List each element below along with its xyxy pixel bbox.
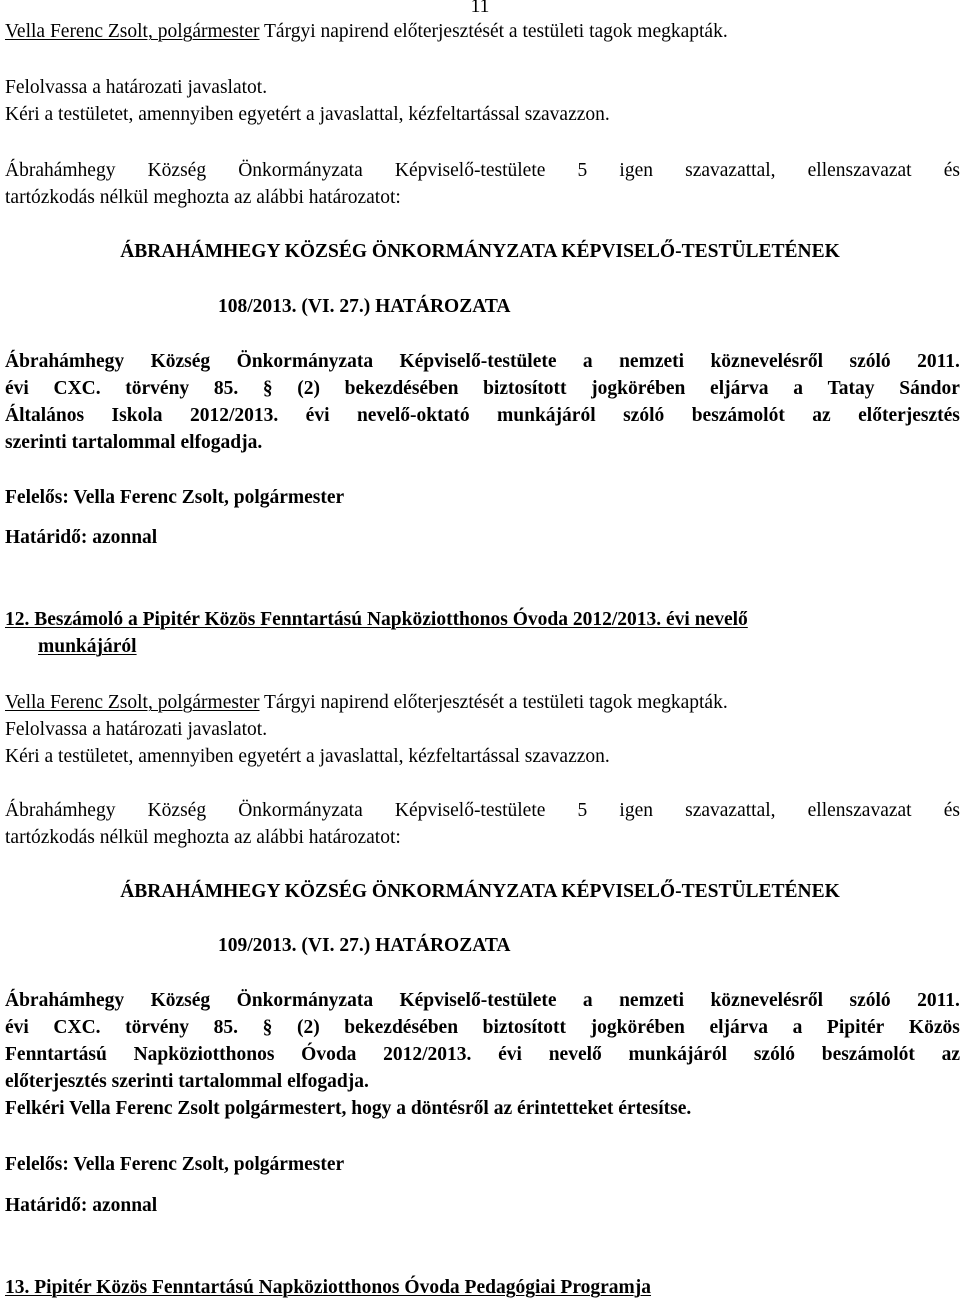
word: Képviselő-testülete — [394, 160, 546, 181]
word: az — [812, 405, 831, 426]
word: Pipitér — [826, 1017, 885, 1038]
word: törvény — [125, 1017, 190, 1038]
word: nevelő — [548, 1044, 602, 1065]
responsible-line: Felelős: Vella Ferenc Zsolt, polgármester — [5, 1154, 345, 1175]
word: Ábrahámhegy — [5, 990, 125, 1011]
resolution-heading: ÁBRAHÁMHEGY KÖZSÉG ÖNKORMÁNYZATA KÉPVISELŐ-TESTÜLETÉNEK — [120, 241, 840, 262]
page-number: 11 — [470, 0, 490, 17]
vote-result-line-2: tartózkodás nélkül meghozta az alábbi határozatot: — [5, 827, 401, 848]
read-proposal-line: Felolvassa a határozati javaslatot. — [5, 719, 268, 740]
agenda-item-12-title-cont: munkájáról — [38, 636, 137, 657]
agenda-item-13-title: 13. Pipitér Közös Fenntartású Napköziotthonos Óvoda Pedagógiai Programja — [5, 1277, 652, 1298]
word: szóló — [623, 405, 665, 426]
word: Ábrahámhegy — [5, 160, 116, 181]
word: Képviselő-testülete — [399, 351, 557, 372]
word: évi — [5, 378, 29, 399]
resolution-heading: ÁBRAHÁMHEGY KÖZSÉG ÖNKORMÁNYZATA KÉPVISELŐ-TESTÜLETÉNEK — [120, 881, 840, 902]
word: köznevelésről — [710, 990, 824, 1011]
word: jogkörében — [591, 378, 686, 399]
word: Közös — [908, 1017, 960, 1038]
decision-line-last: előterjesztés szerinti tartalommal elfogadja. — [5, 1071, 369, 1092]
word: a — [582, 990, 593, 1011]
word: 5 — [577, 800, 588, 821]
word: Község — [150, 990, 211, 1011]
word: § — [262, 1017, 273, 1038]
word: a — [582, 351, 593, 372]
word: évi — [305, 405, 330, 426]
responsible-line: Felelős: Vella Ferenc Zsolt, polgármester — [5, 487, 345, 508]
word: Fenntartású — [5, 1044, 107, 1065]
word: bekezdésében — [344, 1017, 459, 1038]
word: ellenszavazat — [807, 160, 912, 181]
word: eljárva — [710, 378, 769, 399]
word: 5 — [577, 160, 588, 181]
vote-result-line — [5, 159, 960, 183]
word: Napköziotthonos — [133, 1044, 275, 1065]
word: szóló — [849, 990, 891, 1011]
word: és — [943, 800, 960, 821]
word: biztosított — [482, 1017, 567, 1038]
word: Község — [150, 351, 211, 372]
word: Önkormányzata — [238, 160, 363, 181]
word: évi — [5, 1017, 29, 1038]
speaker-line-1 — [5, 20, 728, 44]
word: Község — [147, 800, 207, 821]
decision-line — [5, 1043, 960, 1067]
word: 2012/2013. — [383, 1044, 472, 1065]
word: bekezdésében — [344, 378, 459, 399]
agenda-item-12-title: 12. Beszámoló a Pipitér Közös Fenntartású Napköziotthonos Óvoda 2012/2013. évi nevelő — [5, 609, 748, 630]
word: a — [793, 378, 803, 399]
speaker-text: Tárgyi napirend előterjesztését a testületi tagok megkapták. — [259, 21, 728, 42]
vote-result-line — [5, 799, 960, 823]
word: igen — [619, 160, 653, 181]
deadline-line: Határidő: azonnal — [5, 1195, 158, 1216]
word: szavazattal, — [685, 160, 776, 181]
word: Önkormányzata — [238, 800, 363, 821]
speaker-name: Vella Ferenc Zsolt, polgármester — [5, 692, 260, 713]
word: Iskola — [111, 405, 163, 426]
word: Óvoda — [301, 1044, 357, 1065]
word: CXC. — [53, 1017, 101, 1038]
word: és — [943, 160, 960, 181]
word: eljárva — [709, 1017, 768, 1038]
speaker-line-2 — [5, 691, 728, 715]
word: CXC. — [53, 378, 101, 399]
word: 2011. — [917, 990, 960, 1011]
word: évi — [498, 1044, 522, 1065]
word: 2011. — [917, 351, 960, 372]
decision-line — [5, 350, 960, 374]
decision-line — [5, 377, 960, 401]
word: biztosított — [483, 378, 567, 399]
word: (2) — [296, 1017, 320, 1038]
word: nemzeti — [619, 990, 685, 1011]
word: Ábrahámhegy — [5, 800, 116, 821]
resolution-number: 109/2013. (VI. 27.) HATÁROZATA — [218, 935, 511, 956]
word: a — [792, 1017, 803, 1038]
word: igen — [619, 800, 653, 821]
word: Önkormányzata — [236, 990, 374, 1011]
decision-line-last: szerinti tartalommal elfogadja. — [5, 432, 263, 453]
word: 85. — [213, 1017, 239, 1038]
word: törvény — [125, 378, 190, 399]
word: 85. — [213, 378, 239, 399]
word: Tatay — [827, 378, 875, 399]
decision-line — [5, 404, 960, 428]
vote-request-line: Kéri a testületet, amennyiben egyetért a javaslattal, kézfeltartással szavazzon. — [5, 104, 610, 125]
word: beszámolót — [821, 1044, 915, 1065]
resolution-number: 108/2013. (VI. 27.) HATÁROZATA — [218, 296, 511, 317]
word: nevelő-oktató — [356, 405, 470, 426]
word: jogkörében — [590, 1017, 685, 1038]
word: Önkormányzata — [236, 351, 374, 372]
word: Képviselő-testülete — [394, 800, 546, 821]
word: § — [262, 378, 273, 399]
word: Képviselő-testülete — [399, 990, 557, 1011]
vote-request-line: Kéri a testületet, amennyiben egyetért a javaslattal, kézfeltartással szavazzon. — [5, 746, 610, 767]
speaker-text: Tárgyi napirend előterjesztését a testületi tagok megkapták. — [259, 692, 728, 713]
read-proposal-line: Felolvassa a határozati javaslatot. — [5, 77, 268, 98]
notify-line: Felkéri Vella Ferenc Zsolt polgármestert, hogy a döntésről az érintetteket értesítse. — [5, 1098, 692, 1119]
word: beszámolót — [691, 405, 785, 426]
word: szóló — [849, 351, 891, 372]
word: munkájáról — [497, 405, 596, 426]
word: köznevelésről — [710, 351, 824, 372]
word: Általános — [5, 405, 85, 426]
word: az — [941, 1044, 960, 1065]
word: szavazattal, — [685, 800, 776, 821]
vote-result-line-2: tartózkodás nélkül meghozta az alábbi határozatot: — [5, 187, 401, 208]
word: Község — [147, 160, 207, 181]
word: nemzeti — [619, 351, 685, 372]
word: Sándor — [899, 378, 960, 399]
deadline-line: Határidő: azonnal — [5, 527, 158, 548]
word: előterjesztés — [858, 405, 960, 426]
word: (2) — [297, 378, 321, 399]
word: munkájáról — [628, 1044, 728, 1065]
word: ellenszavazat — [807, 800, 912, 821]
word: 2012/2013. — [189, 405, 279, 426]
word: szóló — [753, 1044, 795, 1065]
speaker-name: Vella Ferenc Zsolt, polgármester — [5, 21, 260, 42]
decision-line — [5, 1016, 960, 1040]
decision-line — [5, 989, 960, 1013]
word: Ábrahámhegy — [5, 351, 125, 372]
